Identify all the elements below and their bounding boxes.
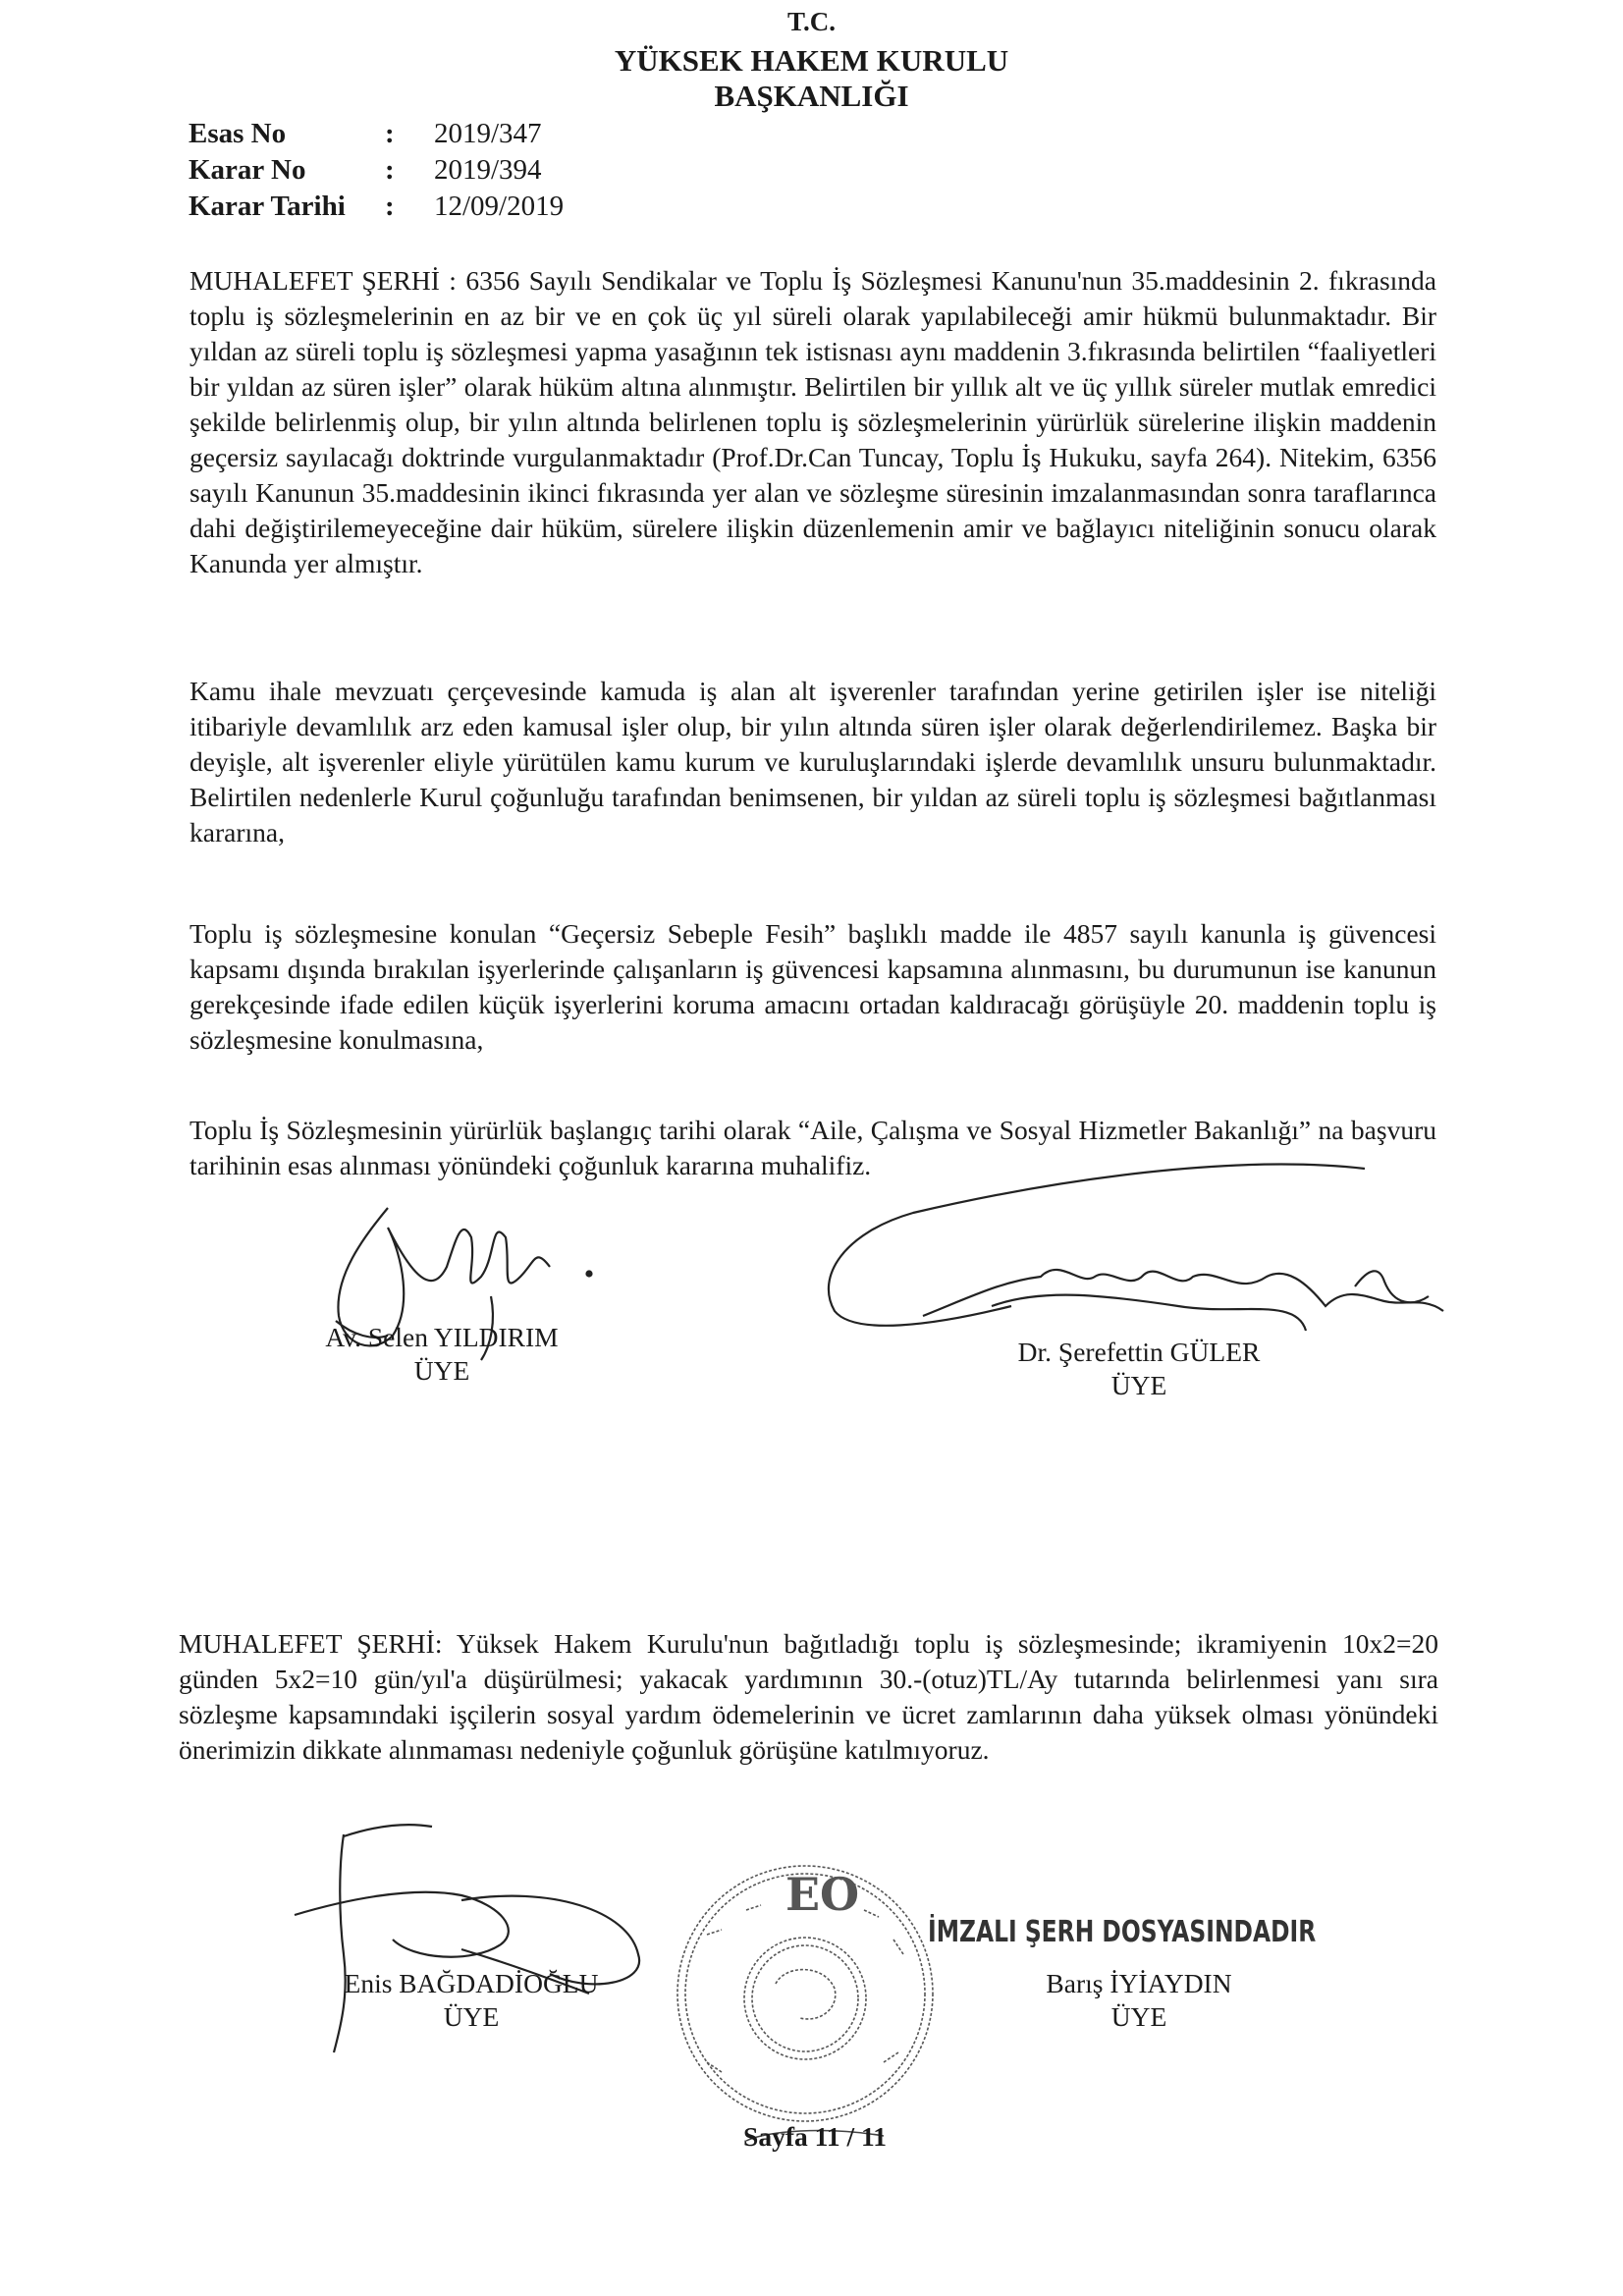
dissent1-paragraph-2: Kamu ihale mevzuatı çerçevesinde kamuda iş alan alt işverenler tarafından yerine getirilen işler ise niteliği itibariyle devamlılık arz eden kamusal işler olup, bir yılın altında süren işler olarak değerlendirilemez. Başka bir deyişle, alt işverenler eliyle yürütülen kamu kurum ve kuruluşlarındaki işlerde devamlılık unsuru bulunmaktadır. Belirtilen nedenlerle Kurul çoğunluğu tarafından benimsenen, bir yıldan az süreli toplu iş sözleşmesi bağıtlanması kararına, — [189, 676, 1436, 847]
meta-value: 2019/347 — [434, 118, 542, 149]
dissent1-paragraph-3: Toplu iş sözleşmesine konulan “Geçersiz Sebeple Fesih” başlıklı madde ile 4857 sayılı kanunla iş güvencesi kapsamı dışında bırakılan işyerlerinde çalışanların iş güvencesi kapsamına alınmasını, bu durumunun ise kanunun gerekçesinde ifade edilen küçük işyerlerini koruma amacını ortadan kaldıracağı görüşüyle 20. maddenin toplu iş sözleşmesine konulmasına, — [189, 918, 1436, 1055]
meta-sep: : — [385, 191, 395, 222]
signatory-yildirim — [275, 1321, 609, 1388]
signature-guler — [829, 1165, 1443, 1331]
meta-label: Karar Tarihi — [189, 191, 346, 222]
header-presidency: BAŞKANLIĞI — [714, 79, 909, 113]
page-number: Sayfa 11 / 11 — [743, 2121, 887, 2152]
svg-text:EO: EO — [785, 1868, 860, 1921]
signatory-guler — [972, 1336, 1306, 1402]
dissent2-paragraph: MUHALEFET ŞERHİ: Yüksek Hakem Kurulu'nun bağıtladığı toplu iş sözleşmesinde; ikramiyenin 10x2=20 günden 5x2=10 gün/yıl'a düşürülmesi; yakacak yardımının 30.-(otuz)TL/Ay tutarında belirlenmesi yanı sıra sözleşme kapsamındaki işçilerin sosyal yardım ödemelerinin ve ücret zamlarının daha yüksek olması yönündeki önerimizin dikkate alınmaması nedeniyle çoğunluk görüşüne katılmıyoruz. — [179, 1628, 1438, 1765]
signatory-role: ÜYE — [443, 2001, 500, 2032]
signatory-role: ÜYE — [1110, 2001, 1167, 2032]
signatory-bagdadioglu — [295, 1967, 648, 2034]
signed-annotation-stamp: İMZALI ŞERH DOSYASINDADIR — [928, 1915, 1317, 1949]
signatory-iyiaydin — [972, 1967, 1306, 2034]
header-institution: YÜKSEK HAKEM KURULU — [614, 43, 1009, 78]
meta-label: Karar No — [189, 154, 306, 186]
meta-value: 12/09/2019 — [434, 191, 565, 222]
meta-label: Esas No — [189, 118, 287, 149]
signatory-name: Dr. Şerefettin GÜLER — [1017, 1337, 1261, 1367]
meta-sep: : — [385, 118, 395, 149]
official-seal — [677, 1866, 933, 2121]
header-tc: T.C. — [786, 7, 836, 36]
dissent1-paragraph-1: MUHALEFET ŞERHİ : 6356 Sayılı Sendikalar ve Toplu İş Sözleşmesi Kanunu'nun 35.maddesinin 2. fıkrasında toplu iş sözleşmelerinin en az bir ve en çok üç yıl süreli olarak yapılabileceği amir hükmü bulunmaktadır. Bir yıldan az süreli toplu iş sözleşmesi yapma yasağının tek istisnası aynı maddenin 3.fıkrasında belirtilen “faaliyetleri bir yıldan az süren işler” olarak hüküm altına alınmıştır. Belirtilen bir yıllık alt ve üç yıllık süreler mutlak emredici şekilde belirlenmiş olup, bir yılın altında belirlenen toplu iş sözleşmelerinin yürürlük sürelerine ilişkin maddenin geçersiz sayılacağı doktrinde vurgulanmaktadır (Prof.Dr.Can Tuncay, Toplu İş Hukuku, sayfa 264). Nitekim, 6356 sayılı Kanunun 35.maddesinin ikinci fıkrasında yer alan ve sözleşme süresinin imzalanmasından sonra taraflarınca dahi değiştirilemeyeceğine dair hüküm, sürelere ilişkin düzenlemenin amir ve bağlayıcı niteliğinin sonucu olarak Kanunda yer almıştır. — [189, 265, 1436, 578]
signatory-name: Av. Selen YILDIRIM — [325, 1322, 559, 1352]
signatory-name: Enis BAĞDADİOĞLU — [344, 1968, 599, 1998]
meta-sep: : — [385, 154, 395, 186]
meta-value: 2019/394 — [434, 154, 542, 186]
signatory-name: Barış İYİAYDIN — [1046, 1968, 1232, 1998]
signatory-role: ÜYE — [413, 1355, 470, 1386]
signatory-role: ÜYE — [1110, 1370, 1167, 1400]
dissent1-paragraph-4: Toplu İş Sözleşmesinin yürürlük başlangıç tarihi olarak “Aile, Çalışma ve Sosyal Hizmetler Bakanlığı” na başvuru tarihinin esas alınması yönündeki çoğunluk kararına muhalifiz. — [189, 1115, 1436, 1180]
